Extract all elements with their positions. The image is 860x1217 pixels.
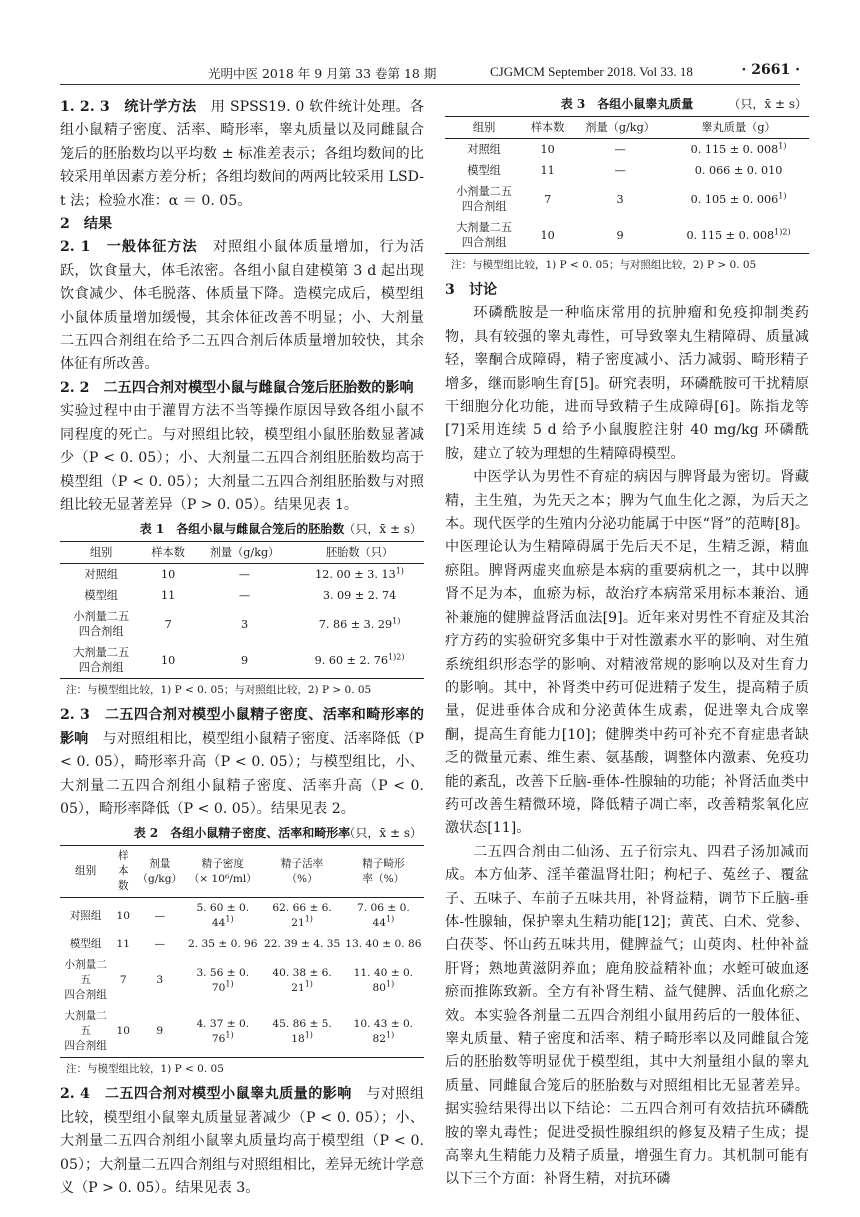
cell-value: 7. 06 ± 0. 44 — [357, 902, 410, 930]
table-cell — [295, 606, 424, 642]
table-cell: 10 — [116, 1025, 131, 1038]
caption-unit: （只，x̄ ± s） — [343, 826, 422, 841]
table-cell — [343, 1006, 424, 1058]
section-2-1 — [60, 236, 424, 376]
footnote-mark: 1) — [304, 979, 313, 989]
section-heading: 1. 2. 3 统计学方法 — [60, 99, 197, 115]
table-cell: 7 — [119, 974, 127, 987]
table-cell: 小剂量二五 四合剂组 — [64, 959, 107, 1002]
footnote-mark: 1) — [392, 616, 401, 626]
table-cell: 10 — [540, 143, 555, 156]
table-2-note: 注：与模型组比较，1) P < 0. 05 — [66, 1063, 224, 1076]
table-cell: 模型组 — [467, 164, 501, 177]
table-cell: 11 — [116, 938, 131, 951]
cell-value: 0. 105 ± 0. 006 — [690, 192, 779, 206]
paragraph-text: 与对照组相比，模型组小鼠精子密度、活率降低（P < 0. 05），畸形率升高（P < 0. 05）；与模型组比，小、大剂量二五四合剂组小鼠精子密度、活率升高（P < 0. 05），畸形率降低（P < 0. 05）。结果见表 2。 — [60, 730, 425, 817]
footnote-mark: 1)2) — [774, 226, 791, 236]
table-1-caption — [60, 521, 424, 538]
table-row — [445, 181, 809, 217]
paragraph-text: 对照组小鼠体质量增加，行为活跃，饮食量大，体毛浓密。各组小鼠自建模第 3 d 起出现饮食减少、体毛脱落、体质量下降。造模完成后，模型组小鼠体质量增加缓慢，其余体征改善不明显；小、大剂量二五四合剂组在给予二五四合剂后体质量增加较快，其余体征有所改善。 — [60, 239, 424, 373]
footnote-mark: 1) — [778, 141, 787, 151]
footnote-mark: 1) — [385, 914, 395, 924]
table-cell: 7 — [164, 617, 172, 631]
table-cell — [668, 181, 809, 217]
table-header: 剂量 （g/kg） — [137, 857, 183, 885]
section-heading: 2. 4 二五四合剂对模型小鼠睾丸质量的影响 — [60, 1086, 352, 1103]
table-cell: — — [154, 938, 166, 951]
page-number: · 2661 · — [741, 62, 800, 78]
table-header: 精子畸形 率（%） — [362, 857, 405, 885]
table-cell — [295, 564, 424, 586]
cell-value: 12. 00 ± 3. 13 — [315, 568, 396, 582]
cell-value: 0. 066 ± 0. 010 — [694, 164, 783, 177]
table-cell — [261, 955, 342, 1006]
table-cell — [295, 585, 424, 606]
table-cell: 模型组 — [84, 589, 118, 603]
table-header: 剂量（g/kg） — [585, 121, 655, 134]
journal-title-cn: 光明中医 2018 年 9 月第 33 卷第 18 期 — [208, 66, 437, 81]
table-row — [60, 955, 424, 1006]
table-3-note: 注：与模型组比较，1) P < 0. 05；与对照组比较，2) P > 0. 05 — [451, 259, 757, 271]
discussion-paragraph-3: 二五四合剂由二仙汤、五子衍宗丸、四君子汤加减而成。本方仙茅、淫羊藿温肾壮阳；枸杞子、菟丝子、覆盆子、五味子、车前子五味共用，补肾益精，调节下丘脑-垂体-性腺轴，保护睾丸生精功能[12]；黄芪、白术、党参、白茯苓、怀山药五味共用，健脾益气；山萸肉、杜仲补益肝肾；熟地黄滋阴养血；鹿角胶益精补血；水蛭可破血逐瘀而推陈致新。全方有补肾生精、益气健脾、活血化瘀之效。本实验各剂量二五四合剂组小鼠用药后的一般体征、睾丸质量、精子密度和活率、精子畸形率以及同雌鼠合笼后的胚胎数等明显优于模型组，其中大剂量组小鼠的睾丸质量、同雌鼠合笼后的胚胎数与对照组相比无显著差异。据实验结果得出以下结论：二五四合剂可有效拮抗环磷酰胺的睾丸毒性；促进受损性腺组织的修复及精子生成；提高睾丸生精能力及精子质量，增强生育力。其机制可能有以下三个方面：补肾生精，对抗环磷 — [445, 843, 809, 1188]
section-2-2 — [60, 377, 428, 517]
table-header: 精子活率 （%） — [280, 857, 324, 885]
section-heading-results: 2 结果 — [60, 216, 113, 233]
section-2-3 — [60, 704, 424, 821]
cell-value: 9. 60 ± 2. 76 — [314, 653, 389, 667]
table-cell: 9 — [156, 1025, 164, 1038]
table-header: 组别 — [472, 121, 496, 134]
caption-text: 表 1 各组小鼠与雌鼠合笼后的胚胎数 — [139, 522, 345, 537]
table-header: 组别 — [75, 865, 97, 878]
table-row — [60, 1006, 424, 1058]
table-3 — [445, 116, 809, 254]
cell-value: 7. 86 ± 3. 29 — [318, 617, 393, 631]
table-cell: 3 — [616, 192, 624, 206]
caption-text: 表 3 各组小鼠睾丸质量 — [560, 97, 694, 111]
table-cell: — — [154, 909, 166, 922]
footnote-mark: 1) — [385, 979, 395, 989]
table-header: 剂量（g/kg） — [209, 546, 280, 560]
table-cell: 9 — [240, 653, 249, 667]
paragraph-text: 与对照组比较，模型组小鼠睾丸质量显著减少（P < 0. 05）；小、大剂量二五四合剂组小鼠睾丸质量均高于模型组（P < 0. 05）；大剂量二五四合剂组与对照组相比，差异无统计学意义（P > 0. 05）。结果见表 3。 — [60, 1086, 424, 1196]
section-heading: 2. 3 二五四合剂对模型小鼠精子密度、活率和畸形率的影响 — [60, 707, 424, 747]
table-2 — [60, 845, 424, 1058]
paragraph-text: 用 SPSS19. 0 软件统计处理。各组小鼠精子密度、活率、畸形率，睾丸质量以及同雌鼠合笼后的胚胎数均以平均数 ± 标准差表示；各组均数间的比较采用单因素方差分析；各组均数间的两两比较采用 LSD-t 法；检验水准：α ＝ 0. 05。 — [60, 99, 425, 209]
table-row — [60, 606, 424, 642]
journal-title-en: CJGMCM September 2018. Vol 33. 18 — [490, 64, 693, 79]
table-cell: 2. 35 ± 0. 96 — [188, 938, 258, 951]
section-1-2-3 — [60, 96, 424, 213]
paragraph-text: 实验过程中由于灌胃方法不当等操作原因导致各组小鼠不同程度的死亡。与对照组比较，模型组小鼠胚胎数显著减少（P < 0. 05）；小、大剂量二五四合剂组胚胎数均高于模型组（P < 0. 05）；大剂量二五四合剂组胚胎数与对照组比较无显著差异（P > 0. 05）。结果见表 1。 — [60, 379, 428, 513]
table-cell: 10 — [540, 228, 555, 242]
table-row — [60, 585, 424, 606]
caption-text: 表 2 各组小鼠精子密度、活率和畸形率 — [133, 826, 351, 841]
discussion-paragraph-2: 中医学认为男性不育症的病因与脾肾最为密切。肾藏精，主生殖，为先天之本；脾为气血生化之源，为后天之本。现代医学的生殖内分泌功能属于中医“肾”的范畴[8]。中医理论认为生精障碍属于先后天不足，生精乏源，精血瘀阻。脾肾两虚夹血瘀是本病的重要病机之一，其中以脾肾不足为本，血瘀为标，故治疗本病常采用标本兼治、通补兼施的健脾益肾活血法[9]。近年来对男性不育症及其治疗方药的实验研究多集中于对性激素水平的影响、对生殖系统组织形态学的影响、对精液常规的影响以及对生育力的影响。其中，补肾类中药可促进精子发生，提高精子质量，促进垂体合成和分泌黄体生成素，促进睾丸合成睾酮，提高生育能力[10]；健脾类中药可补充不育症患者缺乏的微量元素、维生素、氨基酸，调整体内激素、免疫功能的紊乱，改善下丘脑-垂体-性腺轴的功能；补肾活血类中药可改善生精微环境，降低精子凋亡率，改善精浆氧化应激状态[11]。 — [445, 469, 809, 837]
table-cell: — — [614, 164, 626, 177]
table-cell: 大剂量二五 四合剂组 — [73, 646, 130, 675]
section-2-4 — [60, 1083, 424, 1200]
table-cell: — — [238, 589, 251, 603]
cell-value: 0. 115 ± 0. 008 — [690, 143, 779, 156]
table-header: 睾丸质量（g） — [701, 121, 776, 134]
cell-value: 3. 09 ± 2. 74 — [322, 589, 397, 603]
cell-value: 11. 40 ± 0. 80 — [353, 966, 414, 994]
cell-value: 40. 38 ± 6. 21 — [272, 966, 332, 994]
table-cell: 对照组 — [84, 568, 118, 582]
table-cell: 11 — [540, 164, 555, 177]
footnote-mark: 1) — [304, 1030, 313, 1040]
table-1-note: 注：与模型组比较，1) P < 0. 05；与对照组比较，2) P > 0. 05 — [66, 684, 372, 697]
table-row — [60, 642, 424, 679]
cell-value: 10. 43 ± 0. 82 — [353, 1017, 414, 1045]
table-cell: 7 — [544, 192, 552, 206]
cell-value: 3. 56 ± 0. 70 — [196, 966, 250, 994]
table-row — [445, 217, 809, 254]
section-heading: 2. 2 二五四合剂对模型小鼠与雌鼠合笼后胚胎数的影响 — [60, 379, 414, 396]
cell-value: 4. 37 ± 0. 76 — [196, 1017, 250, 1045]
footnote-mark: 1) — [385, 1030, 395, 1040]
footnote-mark: 1) — [225, 1030, 234, 1040]
table-cell: 22. 39 ± 4. 35 — [263, 938, 341, 951]
footnote-mark: 1) — [778, 190, 787, 200]
table-header: 样本数 — [530, 121, 565, 134]
table-cell — [295, 642, 424, 679]
table-cell: 10 — [161, 653, 176, 667]
table-cell: 对照组 — [69, 909, 102, 922]
table-cell: 大剂量二五 四合剂组 — [64, 1010, 107, 1053]
table-header: 样本数 — [151, 546, 185, 560]
table-cell: 大剂量二五 四合剂组 — [456, 221, 513, 249]
table-header: 精子密度 （× 10⁶/ml） — [188, 857, 257, 885]
footnote-mark: 1) — [225, 914, 234, 924]
table-cell: — — [238, 568, 251, 582]
table-row — [445, 139, 809, 161]
section-heading-discussion: 3 讨论 — [445, 282, 498, 298]
discussion-paragraph-1: 环磷酰胺是一种临床常用的抗肿瘤和免疫抑制类药物，具有较强的睾丸毒性，可导致睾丸生精障碍、质量减轻，睾酮合成障碍，精子密度减小、活力减弱、畸形精子增多，继而影响生育[5]。研究表明，环磷酰胺可干扰精原干细胞分化功能，进而导致精子生成障碍[6]。陈指龙等[7]采用连续 5 d 给予小鼠腹腔注射 40 mg/kg 环磷酰胺，建立了较为理想的生精障碍模型。 — [445, 305, 809, 462]
table-cell — [668, 217, 809, 254]
table-cell — [184, 955, 261, 1006]
table-cell — [343, 955, 424, 1006]
footnote-mark: 1) — [225, 979, 234, 989]
table-cell — [668, 160, 809, 181]
table-cell — [184, 1006, 261, 1058]
table-cell: 11 — [161, 589, 176, 603]
table-1 — [60, 541, 424, 679]
table-cell: 10 — [116, 909, 131, 922]
table-cell: 小剂量二五 四合剂组 — [73, 610, 130, 639]
table-row — [60, 934, 424, 955]
cell-value: 62. 66 ± 6. 21 — [272, 902, 332, 930]
table-cell — [261, 1006, 342, 1058]
section-heading: 2. 1 一般体征方法 — [60, 239, 198, 256]
table-cell — [261, 898, 342, 935]
cell-value: 0. 115 ± 0. 008 — [686, 228, 775, 242]
table-row — [60, 564, 424, 586]
right-column — [445, 96, 809, 1192]
table-cell: 13. 40 ± 0. 86 — [345, 938, 422, 951]
left-column — [60, 96, 428, 1200]
table-header: 胚胎数（只） — [325, 546, 394, 560]
table-cell — [184, 898, 261, 935]
table-header: 样本 数 — [117, 850, 129, 893]
cell-value: 5. 60 ± 0. 44 — [196, 902, 250, 930]
caption-unit: （只，x̄ ± s） — [728, 97, 807, 111]
table-cell: 3 — [240, 617, 249, 631]
table-2-caption — [60, 825, 424, 842]
table-3-caption — [445, 96, 809, 113]
table-cell: 对照组 — [467, 143, 501, 156]
table-row — [445, 160, 809, 181]
table-cell — [343, 898, 424, 935]
table-cell: 9 — [616, 228, 624, 242]
table-cell: 3 — [156, 974, 164, 987]
table-cell: 模型组 — [69, 938, 102, 951]
footnote-mark: 1) — [304, 914, 313, 924]
footnote-mark: 1)2) — [388, 652, 405, 662]
caption-unit: （只，x̄ ± s） — [343, 522, 422, 537]
table-cell: 10 — [161, 568, 176, 582]
table-cell: — — [614, 143, 626, 156]
table-header: 组别 — [89, 546, 113, 560]
table-cell — [668, 139, 809, 161]
table-cell: 小剂量二五 四合剂组 — [456, 185, 513, 213]
table-row — [60, 898, 424, 935]
running-header — [60, 62, 800, 85]
footnote-mark: 1) — [395, 566, 404, 576]
cell-value: 45. 86 ± 5. 18 — [272, 1017, 332, 1045]
